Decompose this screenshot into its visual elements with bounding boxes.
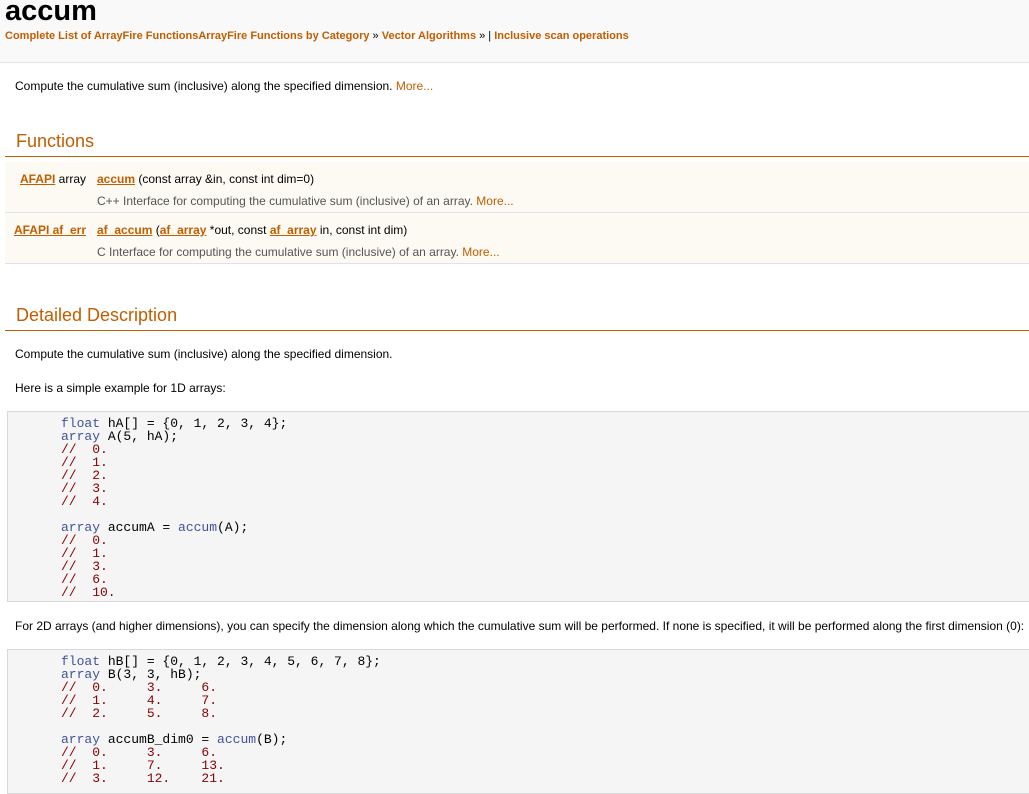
function-args: (const array &in, const int dim=0)	[135, 172, 315, 186]
function-description	[97, 245, 500, 259]
code-keyword: float	[61, 654, 101, 669]
breadcrumb-link-inclusive-scan[interactable]: Inclusive scan operations	[494, 30, 629, 42]
page-title: accum	[5, 0, 97, 27]
code-block-1d	[7, 411, 1029, 602]
code-comment: // 0. 3. 6.	[61, 680, 218, 695]
return-type	[20, 172, 86, 186]
code-line	[8, 573, 1029, 586]
return-type	[14, 223, 86, 237]
code-line	[8, 772, 1029, 785]
code-function-link[interactable]: accum	[178, 520, 218, 535]
code-comment: // 4.	[61, 494, 108, 509]
accum-link[interactable]: accum	[97, 172, 136, 186]
code-text: (B);	[256, 732, 288, 747]
code-comment: // 10.	[61, 585, 116, 600]
function-args: (	[152, 223, 160, 237]
function-desc-text: C Interface for computing the cumulative sum (inclusive) of an array.	[97, 245, 463, 259]
af-err-link[interactable]: af_err	[49, 223, 86, 237]
return-type-text: array	[55, 172, 86, 186]
function-description	[97, 194, 514, 208]
code-line	[8, 469, 1029, 482]
brief-text: Compute the cumulative sum (inclusive) along the specified dimension.	[15, 79, 396, 93]
code-line	[8, 586, 1029, 599]
code-comment: // 2.	[61, 468, 108, 483]
code-line	[8, 430, 1029, 443]
code-comment: // 2. 5. 8.	[61, 706, 218, 721]
afapi-link[interactable]: AFAPI	[19, 172, 56, 186]
function-row-af-accum	[5, 213, 1029, 264]
code-comment: // 3.	[61, 481, 108, 496]
code-keyword: array	[61, 667, 101, 682]
code-comment: // 6.	[61, 572, 108, 587]
af-accum-link[interactable]: af_accum	[97, 223, 153, 237]
code-block-2d	[7, 649, 1029, 794]
breadcrumb-separator: »	[369, 30, 382, 42]
code-comment: // 0. 3. 6.	[61, 745, 218, 760]
code-text: (A);	[217, 520, 249, 535]
brief-description	[15, 79, 433, 93]
code-text: B(3, 3, hB);	[100, 667, 202, 682]
code-comment: // 1.	[61, 455, 108, 470]
breadcrumb-separator: » |	[476, 30, 495, 42]
code-comment: // 1.	[61, 546, 108, 561]
code-line	[8, 547, 1029, 560]
code-line	[8, 534, 1029, 547]
breadcrumb-link-by-category[interactable]: ArrayFire Functions by Category	[198, 30, 370, 42]
detailed-paragraph: For 2D arrays (and higher dimensions), you can specify the dimension along which the cumulative sum will be performed. If none is specified, it will be performed along the first dimension (0):	[15, 619, 1025, 633]
function-args: in, const int dim)	[316, 223, 408, 237]
afapi-link[interactable]: AFAPI	[13, 223, 50, 237]
code-line	[8, 456, 1029, 469]
function-args: *out, const	[206, 223, 270, 237]
function-desc-text: C++ Interface for computing the cumulative sum (inclusive) of an array.	[97, 194, 477, 208]
function-signature	[97, 172, 314, 186]
af-accum-more-link[interactable]: More...	[462, 245, 500, 259]
code-comment: // 3.	[61, 559, 108, 574]
code-function-link[interactable]: accum	[217, 732, 257, 747]
functions-heading-rule	[5, 156, 1029, 157]
breadcrumb-link-function-list[interactable]: Complete List of ArrayFire Functions	[5, 30, 199, 42]
breadcrumb	[5, 30, 629, 42]
detailed-paragraph: Here is a simple example for 1D arrays:	[15, 381, 226, 395]
page-header	[0, 0, 1029, 63]
code-comment: // 1. 4. 7.	[61, 693, 218, 708]
code-line	[8, 482, 1029, 495]
code-text: hA[] = {0, 1, 2, 3, 4};	[100, 416, 288, 431]
accum-more-link[interactable]: More...	[476, 194, 514, 208]
code-keyword: float	[61, 416, 101, 431]
brief-more-link[interactable]: More...	[395, 79, 434, 93]
af-array-type-link[interactable]: af_array	[269, 223, 317, 237]
code-comment: // 0.	[61, 442, 108, 457]
detailed-paragraph: Compute the cumulative sum (inclusive) along the specified dimension.	[15, 347, 393, 361]
code-comment: // 1. 7. 13.	[61, 758, 225, 773]
code-line	[8, 521, 1029, 534]
code-text: accumB_dim0 =	[100, 732, 218, 747]
code-line	[8, 443, 1029, 456]
detailed-description-heading: Detailed Description	[16, 305, 178, 325]
code-line	[8, 495, 1029, 508]
code-text: hB[] = {0, 1, 2, 3, 4, 5, 6, 7, 8};	[100, 654, 381, 669]
breadcrumb-link-vector-algorithms[interactable]: Vector Algorithms	[381, 30, 477, 42]
code-line	[8, 560, 1029, 573]
code-text: A(5, hA);	[100, 429, 179, 444]
code-comment: // 0.	[61, 533, 108, 548]
function-signature	[97, 223, 407, 237]
code-keyword: array	[61, 520, 101, 535]
code-comment: // 3. 12. 21.	[61, 771, 225, 786]
detailed-heading-rule	[5, 330, 1029, 331]
function-row-accum	[5, 162, 1029, 213]
functions-heading: Functions	[16, 131, 95, 151]
code-keyword: array	[61, 732, 101, 747]
code-line	[8, 707, 1029, 720]
code-keyword: array	[61, 429, 101, 444]
af-array-type-link[interactable]: af_array	[159, 223, 207, 237]
code-text: accumA =	[100, 520, 179, 535]
